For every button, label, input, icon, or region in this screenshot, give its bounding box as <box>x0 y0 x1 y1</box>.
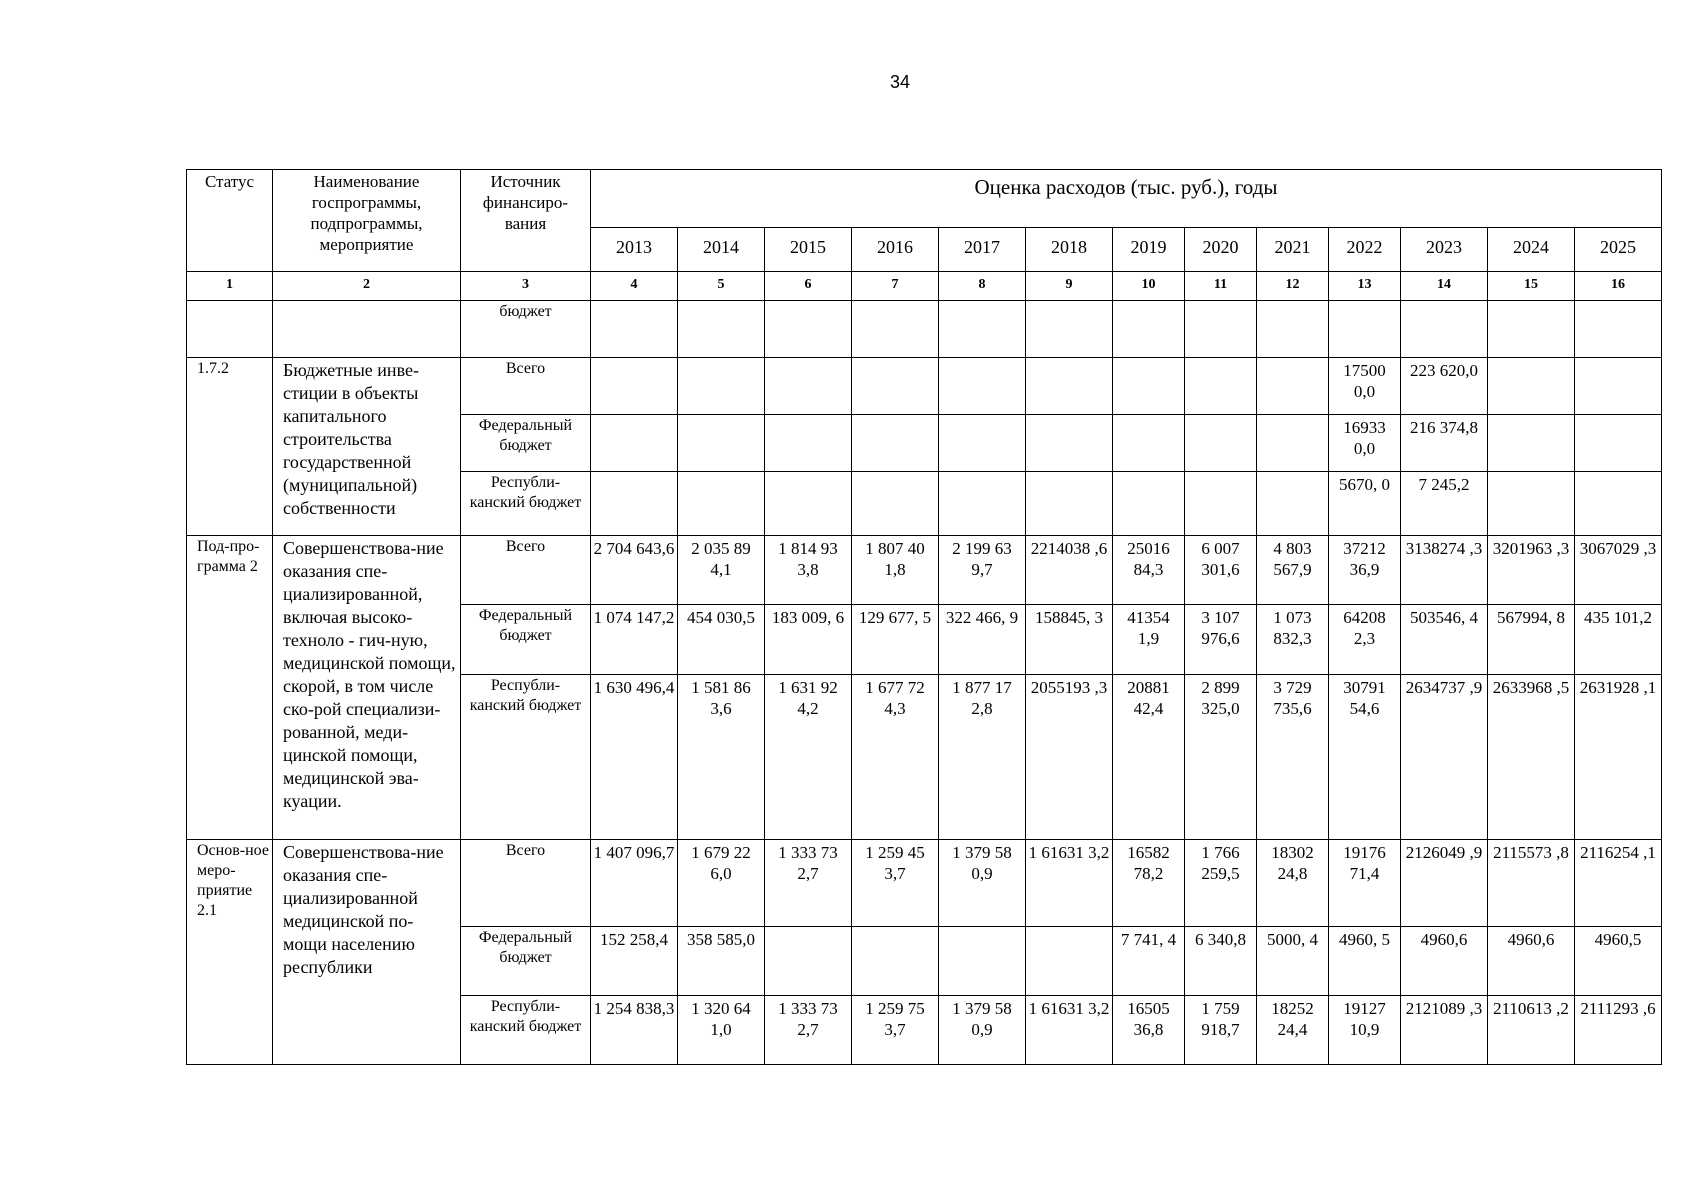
value-cell: 1 61631 3,2 <box>1026 996 1113 1065</box>
year-cell: 2018 <box>1026 228 1113 272</box>
status-cell: Основ-ное меро-приятие 2.1 <box>187 840 273 1065</box>
value-cell: 30791 54,6 <box>1329 675 1401 840</box>
year-cell: 2014 <box>678 228 765 272</box>
column-number: 6 <box>765 272 852 301</box>
table-row <box>187 358 1662 415</box>
value-cell: 2111293 ,6 <box>1575 996 1662 1065</box>
column-number: 12 <box>1257 272 1329 301</box>
value-cell <box>1185 415 1257 472</box>
carry-over-row <box>187 301 1662 358</box>
value-cell <box>591 358 678 415</box>
value-cell: 2116254 ,1 <box>1575 840 1662 927</box>
name-cell: Совершенствова-ние оказания спе-циализированной, включая высоко-техноло - гич-ную, медицинской помощи, скорой, в том числе ско-рой специализи-рованной, меди-цинской помощи, медицинской эва-куации. <box>273 536 461 840</box>
value-cell: 158845, 3 <box>1026 605 1113 675</box>
value-cell <box>1113 301 1185 358</box>
value-cell <box>1488 472 1575 536</box>
value-cell <box>1185 358 1257 415</box>
source-cell: бюджет <box>461 301 591 358</box>
column-number: 9 <box>1026 272 1113 301</box>
value-cell: 567994, 8 <box>1488 605 1575 675</box>
value-cell: 3 107 976,6 <box>1185 605 1257 675</box>
column-number: 8 <box>939 272 1026 301</box>
value-cell: 4960,6 <box>1401 927 1488 996</box>
value-cell <box>678 472 765 536</box>
value-cell <box>1026 358 1113 415</box>
column-number: 14 <box>1401 272 1488 301</box>
value-cell: 129 677, 5 <box>852 605 939 675</box>
value-cell: 183 009, 6 <box>765 605 852 675</box>
value-cell <box>1026 415 1113 472</box>
value-cell: 20881 42,4 <box>1113 675 1185 840</box>
column-number: 11 <box>1185 272 1257 301</box>
value-cell: 4960,6 <box>1488 927 1575 996</box>
value-cell: 3067029 ,3 <box>1575 536 1662 605</box>
value-cell: 16505 36,8 <box>1113 996 1185 1065</box>
source-cell: Федеральный бюджет <box>461 415 591 472</box>
value-cell: 2631928 ,1 <box>1575 675 1662 840</box>
value-cell: 2115573 ,8 <box>1488 840 1575 927</box>
value-cell: 4960, 5 <box>1329 927 1401 996</box>
value-cell <box>1113 358 1185 415</box>
value-cell: 37212 36,9 <box>1329 536 1401 605</box>
value-cell: 7 741, 4 <box>1113 927 1185 996</box>
value-cell: 1 814 93 3,8 <box>765 536 852 605</box>
value-cell <box>852 472 939 536</box>
value-cell: 1 320 64 1,0 <box>678 996 765 1065</box>
value-cell: 25016 84,3 <box>1113 536 1185 605</box>
year-cell: 2022 <box>1329 228 1401 272</box>
value-cell: 2634737 ,9 <box>1401 675 1488 840</box>
value-cell <box>1026 301 1113 358</box>
value-cell <box>591 301 678 358</box>
source-cell: Всего <box>461 358 591 415</box>
value-cell: 2126049 ,9 <box>1401 840 1488 927</box>
source-cell: Всего <box>461 840 591 927</box>
value-cell: 2 899 325,0 <box>1185 675 1257 840</box>
value-cell: 3138274 ,3 <box>1401 536 1488 605</box>
value-cell: 2633968 ,5 <box>1488 675 1575 840</box>
value-cell: 5670, 0 <box>1329 472 1401 536</box>
value-cell <box>678 301 765 358</box>
value-cell: 2 704 643,6 <box>591 536 678 605</box>
value-cell <box>1185 472 1257 536</box>
column-number: 1 <box>187 272 273 301</box>
value-cell <box>591 472 678 536</box>
column-number: 7 <box>852 272 939 301</box>
value-cell: 1 766 259,5 <box>1185 840 1257 927</box>
year-cell: 2019 <box>1113 228 1185 272</box>
value-cell: 2110613 ,2 <box>1488 996 1575 1065</box>
table-row <box>187 840 1662 927</box>
value-cell: 503546, 4 <box>1401 605 1488 675</box>
value-cell <box>678 358 765 415</box>
value-cell: 3201963 ,3 <box>1488 536 1575 605</box>
year-cell: 2017 <box>939 228 1026 272</box>
value-cell: 4 803 567,9 <box>1257 536 1329 605</box>
value-cell: 1 807 40 1,8 <box>852 536 939 605</box>
source-cell: Республи-канский бюджет <box>461 996 591 1065</box>
value-cell: 19176 71,4 <box>1329 840 1401 927</box>
column-number: 2 <box>273 272 461 301</box>
value-cell: 2214038 ,6 <box>1026 536 1113 605</box>
value-cell: 1 379 58 0,9 <box>939 996 1026 1065</box>
value-cell <box>852 301 939 358</box>
value-cell: 223 620,0 <box>1401 358 1488 415</box>
year-cell: 2025 <box>1575 228 1662 272</box>
year-cell: 2024 <box>1488 228 1575 272</box>
status-cell: Под-про-грамма 2 <box>187 536 273 840</box>
value-cell <box>591 415 678 472</box>
header-source: Источник финансиро-вания <box>461 170 591 272</box>
year-cell: 2023 <box>1401 228 1488 272</box>
value-cell <box>939 415 1026 472</box>
header-name: Наименование госпрограммы, подпрограммы, мероприятие <box>273 170 461 272</box>
value-cell <box>1257 472 1329 536</box>
value-cell: 2 199 63 9,7 <box>939 536 1026 605</box>
value-cell: 1 379 58 0,9 <box>939 840 1026 927</box>
budget-table <box>186 169 1662 1065</box>
value-cell: 1 407 096,7 <box>591 840 678 927</box>
value-cell <box>1329 301 1401 358</box>
value-cell: 18252 24,4 <box>1257 996 1329 1065</box>
value-cell <box>1026 472 1113 536</box>
value-cell <box>1488 358 1575 415</box>
source-cell: Федеральный бюджет <box>461 927 591 996</box>
value-cell <box>852 358 939 415</box>
value-cell: 17500 0,0 <box>1329 358 1401 415</box>
value-cell: 16933 0,0 <box>1329 415 1401 472</box>
value-cell: 5000, 4 <box>1257 927 1329 996</box>
value-cell: 16582 78,2 <box>1113 840 1185 927</box>
value-cell <box>1257 301 1329 358</box>
value-cell <box>765 301 852 358</box>
column-number: 15 <box>1488 272 1575 301</box>
header-row-titles <box>187 170 1662 228</box>
value-cell: 2121089 ,3 <box>1401 996 1488 1065</box>
value-cell: 1 333 73 2,7 <box>765 840 852 927</box>
value-cell: 6 007 301,6 <box>1185 536 1257 605</box>
table-row <box>187 536 1662 605</box>
value-cell: 6 340,8 <box>1185 927 1257 996</box>
value-cell <box>939 358 1026 415</box>
page-number: 34 <box>889 72 911 92</box>
name-cell: Бюджетные инве-стиции в объекты капитального строительства государственной (муниципальной) собственности <box>273 358 461 536</box>
source-cell: Республи-канский бюджет <box>461 675 591 840</box>
value-cell: 1 073 832,3 <box>1257 605 1329 675</box>
value-cell: 1 61631 3,2 <box>1026 840 1113 927</box>
value-cell: 216 374,8 <box>1401 415 1488 472</box>
column-number: 13 <box>1329 272 1401 301</box>
year-cell: 2021 <box>1257 228 1329 272</box>
value-cell: 2055193 ,3 <box>1026 675 1113 840</box>
value-cell: 4960,5 <box>1575 927 1662 996</box>
value-cell: 435 101,2 <box>1575 605 1662 675</box>
value-cell: 1 581 86 3,6 <box>678 675 765 840</box>
value-cell: 152 258,4 <box>591 927 678 996</box>
value-cell <box>1026 927 1113 996</box>
source-cell: Федеральный бюджет <box>461 605 591 675</box>
column-numbers-row <box>187 272 1662 301</box>
value-cell: 2 035 89 4,1 <box>678 536 765 605</box>
value-cell <box>765 927 852 996</box>
value-cell: 1 074 147,2 <box>591 605 678 675</box>
value-cell <box>1488 301 1575 358</box>
value-cell: 1 677 72 4,3 <box>852 675 939 840</box>
value-cell <box>1575 415 1662 472</box>
value-cell <box>852 927 939 996</box>
value-cell <box>1575 358 1662 415</box>
value-cell <box>852 415 939 472</box>
column-number: 4 <box>591 272 678 301</box>
column-number: 3 <box>461 272 591 301</box>
value-cell <box>939 472 1026 536</box>
year-cell: 2015 <box>765 228 852 272</box>
value-cell: 1 759 918,7 <box>1185 996 1257 1065</box>
status-cell: 1.7.2 <box>187 358 273 536</box>
year-cell: 2016 <box>852 228 939 272</box>
value-cell <box>1575 472 1662 536</box>
value-cell <box>1257 358 1329 415</box>
value-cell <box>1113 472 1185 536</box>
value-cell <box>1113 415 1185 472</box>
value-cell <box>939 301 1026 358</box>
name-cell: Совершенствова-ние оказания спе-циализированной медицинской по-мощи населению республики <box>273 840 461 1065</box>
value-cell <box>678 415 765 472</box>
value-cell: 1 333 73 2,7 <box>765 996 852 1065</box>
value-cell: 1 254 838,3 <box>591 996 678 1065</box>
value-cell: 358 585,0 <box>678 927 765 996</box>
value-cell: 41354 1,9 <box>1113 605 1185 675</box>
value-cell: 7 245,2 <box>1401 472 1488 536</box>
value-cell: 3 729 735,6 <box>1257 675 1329 840</box>
source-cell: Республи-канский бюджет <box>461 472 591 536</box>
year-cell: 2020 <box>1185 228 1257 272</box>
value-cell <box>1257 415 1329 472</box>
value-cell <box>939 927 1026 996</box>
value-cell: 1 679 22 6,0 <box>678 840 765 927</box>
value-cell: 1 631 92 4,2 <box>765 675 852 840</box>
value-cell <box>1185 301 1257 358</box>
value-cell: 454 030,5 <box>678 605 765 675</box>
value-cell: 64208 2,3 <box>1329 605 1401 675</box>
value-cell: 1 259 45 3,7 <box>852 840 939 927</box>
column-number: 10 <box>1113 272 1185 301</box>
value-cell <box>765 472 852 536</box>
value-cell <box>765 358 852 415</box>
value-cell: 1 259 75 3,7 <box>852 996 939 1065</box>
value-cell <box>765 415 852 472</box>
header-status: Статус <box>187 170 273 272</box>
value-cell <box>1488 415 1575 472</box>
value-cell: 1 877 17 2,8 <box>939 675 1026 840</box>
value-cell <box>1575 301 1662 358</box>
value-cell: 18302 24,8 <box>1257 840 1329 927</box>
value-cell: 322 466, 9 <box>939 605 1026 675</box>
value-cell: 1 630 496,4 <box>591 675 678 840</box>
value-cell: 19127 10,9 <box>1329 996 1401 1065</box>
source-cell: Всего <box>461 536 591 605</box>
column-number: 16 <box>1575 272 1662 301</box>
status-cell <box>187 301 273 358</box>
column-number: 5 <box>678 272 765 301</box>
value-cell <box>1401 301 1488 358</box>
header-estimate: Оценка расходов (тыс. руб.), годы <box>591 170 1662 228</box>
year-cell: 2013 <box>591 228 678 272</box>
name-cell <box>273 301 461 358</box>
